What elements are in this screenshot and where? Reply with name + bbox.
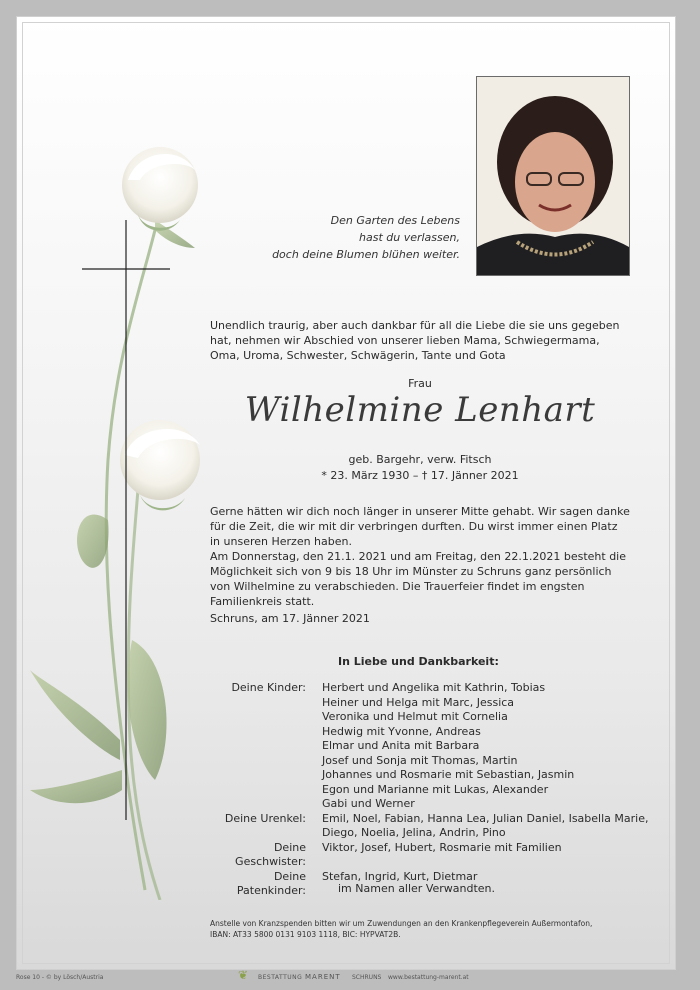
relatives-group-label: Deine Kinder: <box>231 681 306 694</box>
relatives-names: Veronika und Helmut mit Cornelia <box>322 710 508 723</box>
relatives-group-label: Deine Urenkel: <box>224 811 306 825</box>
portrait-photo <box>476 76 630 276</box>
quote-line-2: hast du verlassen, <box>359 231 460 244</box>
rose-top <box>122 147 198 231</box>
rose-illustration <box>20 140 220 900</box>
footer-url[interactable]: www.bestattung-marent.at <box>388 974 469 981</box>
rose-leaves <box>30 220 195 803</box>
memorial-quote <box>272 212 460 263</box>
donation-note-line-2: IBAN: AT33 5800 0131 9103 1118, BIC: HYPVAT2B. <box>210 930 401 939</box>
maiden-name: geb. Bargehr, verw. Fitsch <box>348 453 492 466</box>
relatives-group-label <box>210 797 322 812</box>
relatives-names: Heiner und Helga mit Marc, Jessica <box>322 695 515 709</box>
relatives-group-label <box>210 783 322 798</box>
relatives-row <box>210 739 650 754</box>
portrait-image <box>477 77 629 275</box>
relatives-names: Elmar und Anita mit Barbara <box>322 739 480 752</box>
relatives-names: Gabi und Werner <box>322 797 415 810</box>
relatives-group-label <box>210 710 322 725</box>
leaf-logo-icon: ❦ <box>238 968 249 982</box>
relatives-group-label <box>210 725 322 740</box>
relatives-group-label: Deine Patenkinder: <box>236 869 306 897</box>
quote-line-1: Den Garten des Lebens <box>330 214 460 227</box>
relatives-names: Diego, Noelia, Jelina, Andrin, Pino <box>322 826 506 839</box>
relatives-names: Stefan, Ingrid, Kurt, Dietmar <box>322 869 478 883</box>
relatives-names: Josef und Sonja mit Thomas, Martin <box>322 753 518 767</box>
deceased-name: Wilhelmine Lenhart <box>244 390 596 430</box>
rose-middle <box>120 420 200 510</box>
donation-note <box>210 918 650 940</box>
rose-stems <box>106 230 160 900</box>
relatives-group-label <box>210 696 322 711</box>
relatives-list <box>210 681 650 899</box>
footer-brand: BESTATTUNG <box>258 974 303 981</box>
paragraph-farewell: Am Donnerstag, den 21.1. 2021 und am Freitag, den 22.1.2021 besteht die Möglichkeit sich von 9 bis 18 Uhr im Münster zu Schruns ganz persönlich von Wilhelmine zu verabschieden. Die Trauerfeier findet im engsten Familienkreis statt. <box>210 550 627 608</box>
footer-town: SCHRUNS <box>352 974 382 981</box>
footer-copyright: Rose 10 - © by Lösch/Austria <box>16 974 104 981</box>
relatives-names: Emil, Noel, Fabian, Hanna Lea, Julian Daniel, Isabella Marie, <box>322 811 649 825</box>
relatives-row <box>210 696 650 711</box>
love-heading: In Liebe und Dankbarkeit: <box>338 655 499 668</box>
relatives-row <box>210 841 650 870</box>
relatives-group-label <box>210 826 322 841</box>
salutation: Frau <box>408 377 432 390</box>
intro-text: Unendlich traurig, aber auch dankbar für all die Liebe die sie uns gegeben hat, nehmen wir Abschied von unserer lieben Mama, Schwiegermama, Oma, Uroma, Schwester, Schwägerin, Tante und Gota <box>210 319 620 362</box>
relatives-names: Viktor, Josef, Hubert, Rosmarie mit Familien <box>322 840 562 854</box>
relatives-names: Johannes und Rosmarie mit Sebastian, Jasmin <box>322 768 575 781</box>
life-dates: * 23. März 1930 – † 17. Jänner 2021 <box>321 469 519 482</box>
quote-line-3: doch deine Blumen blühen weiter. <box>272 248 460 261</box>
place-and-date: Schruns, am 17. Jänner 2021 <box>210 612 370 625</box>
relatives-group-label: Deine Geschwister: <box>235 840 306 868</box>
relatives-row <box>210 783 650 798</box>
relatives-row <box>210 710 650 725</box>
closing-line: im Namen aller Verwandten. <box>338 882 496 895</box>
relatives-row <box>210 768 650 783</box>
relatives-row <box>210 754 650 769</box>
relatives-group-label <box>210 739 322 754</box>
relatives-names: Hedwig mit Yvonne, Andreas <box>322 724 481 738</box>
relatives-row <box>210 725 650 740</box>
relatives-names: Egon und Marianne mit Lukas, Alexander <box>322 782 549 796</box>
relatives-row <box>210 812 650 827</box>
relatives-names: Herbert und Angelika mit Kathrin, Tobias <box>322 681 546 694</box>
paragraph-remembrance: Gerne hätten wir dich noch länger in unserer Mitte gehabt. Wir sagen danke für die Zeit, die wir mit dir verbringen durften. Du wirst immer einen Platz in unseren Herzen haben. <box>210 505 630 548</box>
relatives-row <box>210 826 650 841</box>
relatives-group-label <box>210 754 322 769</box>
donation-note-line-1: Anstelle von Kranzspenden bitten wir um Zuwendungen an den Krankenpflegeverein Außermontafon, <box>210 919 593 928</box>
relatives-row <box>210 681 650 696</box>
page-footer <box>0 968 700 990</box>
footer-brand-name: MARENT <box>305 973 341 981</box>
relatives-row <box>210 797 650 812</box>
relatives-group-label <box>210 768 322 783</box>
